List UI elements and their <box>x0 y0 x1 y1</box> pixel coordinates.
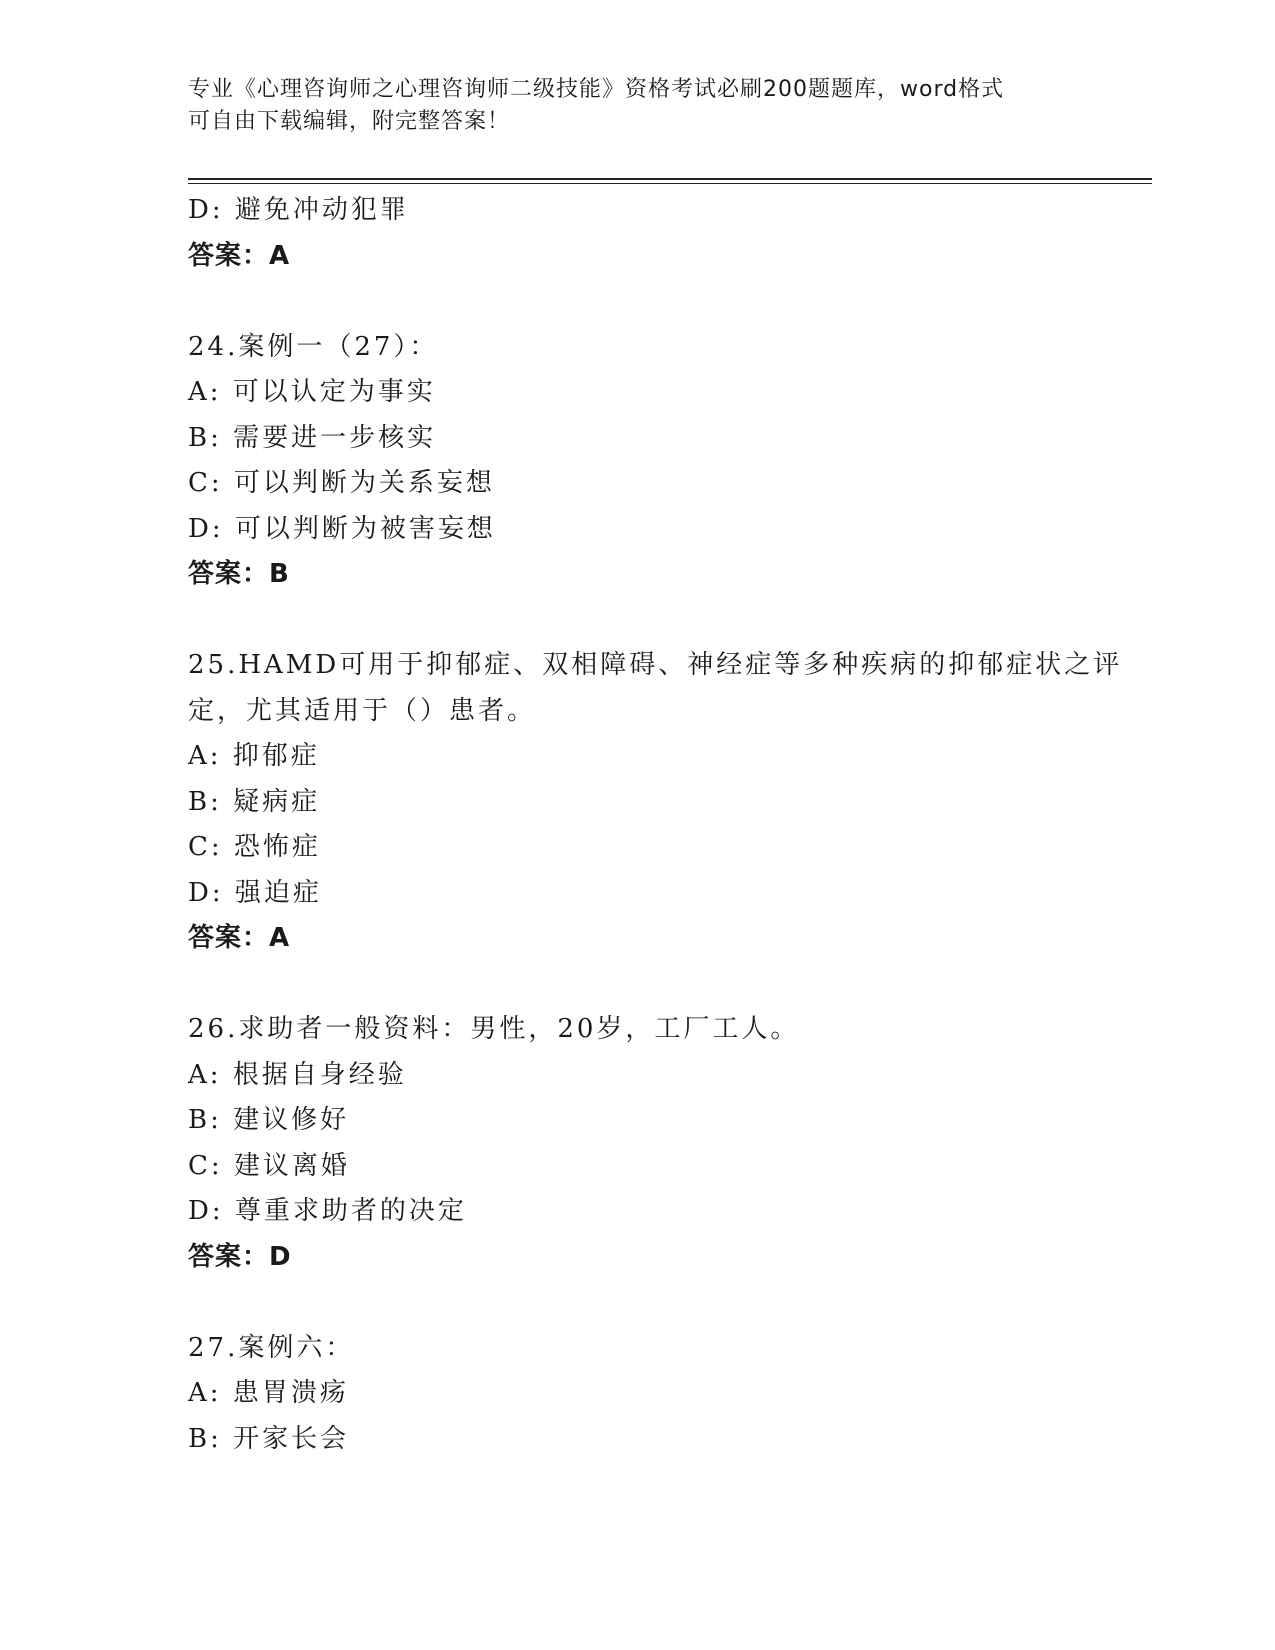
option-c: C: 恐怖症 <box>188 832 321 862</box>
question-stem: 27.案例六： <box>188 1332 355 1363</box>
option-d: D: 尊重求助者的决定 <box>188 1196 467 1226</box>
question-stem-line2: 定，尤其适用于（）患者。 <box>188 695 537 726</box>
question-list <box>188 188 1123 1462</box>
option-a: A: 抑郁症 <box>188 741 320 771</box>
question-stem: 26.求助者一般资料：男性，20岁，工厂工人。 <box>188 1014 800 1044</box>
question-stem: 24.案例一（27）： <box>188 331 439 362</box>
option-c: C: 建议离婚 <box>188 1150 350 1181</box>
option-c: C: 可以判断为关系妄想 <box>188 468 495 498</box>
header-title-line2: 可自由下载编辑，附完整答案！ <box>188 109 511 134</box>
question-24 <box>188 325 1088 598</box>
question-27 <box>188 1326 1088 1463</box>
option-d: D: 可以判断为被害妄想 <box>188 513 496 544</box>
header-divider-thin <box>188 183 1152 184</box>
page-header <box>188 74 1088 138</box>
option-a: A: 患胃溃疡 <box>188 1378 349 1408</box>
spacer <box>188 279 1088 325</box>
spacer <box>188 598 1088 644</box>
option-a: A: 可以认定为事实 <box>188 377 436 407</box>
spacer <box>188 962 1088 1008</box>
previous-question-tail <box>188 188 1088 279</box>
option-b: B: 疑病症 <box>188 786 321 817</box>
answer-line: 答案：D <box>188 1241 292 1272</box>
option-b: B: 需要进一步核实 <box>188 422 437 453</box>
header-title-line1: 专业《心理咨询师之心理咨询师二级技能》资格考试必刷200题题库，word格式 <box>188 77 1005 102</box>
spacer <box>188 1280 1088 1326</box>
question-25 <box>188 643 1123 962</box>
answer-line: 答案：B <box>188 559 290 589</box>
answer-line: 答案：A <box>188 923 291 953</box>
option-d: D: 强迫症 <box>188 877 322 908</box>
option-b: B: 开家长会 <box>188 1423 350 1454</box>
question-stem-line1: 25.HAMD可用于抑郁症、双相障碍、神经症等多种疾病的抑郁症状之评 <box>188 650 1123 680</box>
option-b: B: 建议修好 <box>188 1105 350 1135</box>
option-a: A: 根据自身经验 <box>188 1059 407 1090</box>
option-d: D: 避免冲动犯罪 <box>188 195 409 225</box>
header-divider-thick <box>188 178 1152 180</box>
answer-line: 答案：A <box>188 240 291 271</box>
question-26 <box>188 1007 1088 1280</box>
